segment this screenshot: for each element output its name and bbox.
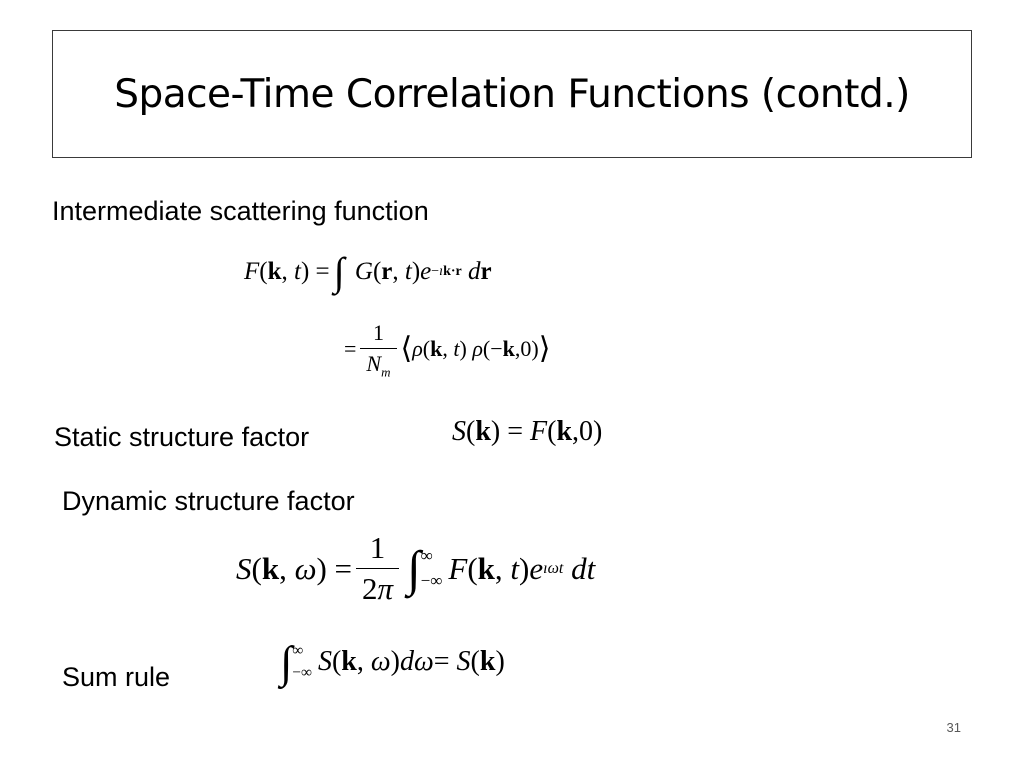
slide-title: Space-Time Correlation Functions (contd.) [114, 71, 910, 117]
page-number: 31 [946, 720, 961, 735]
equation-intermediate-line2: = $\frac{1}{N_m}$ ⟨ ρ ( k , t ) ρ (− k ,0) ⟩ [344, 320, 551, 380]
title-box [52, 30, 972, 158]
label-static-structure-factor: Static structure factor [54, 422, 310, 452]
equation-intermediate-line1: F ( k , t ) = ∫ G ( r , t ) e −ık·r d r [244, 249, 492, 294]
equation-static-structure-factor: S ( k ) = F ( k ,0) [452, 416, 603, 447]
equation-sum-rule: ∫ ∞ −∞ S ( k , ω ) dω = S ( k ) [280, 637, 505, 687]
label-dynamic-structure-factor: Dynamic structure factor [62, 486, 355, 516]
label-intermediate-scattering: Intermediate scattering function [52, 196, 429, 226]
label-sum-rule: Sum rule [62, 662, 171, 692]
equation-dynamic-structure-factor: S ( k , ω ) = $\frac{1}{2\pi}$ ∫ ∞ −∞ F ( k , t ) e ıωt dt [236, 530, 596, 606]
